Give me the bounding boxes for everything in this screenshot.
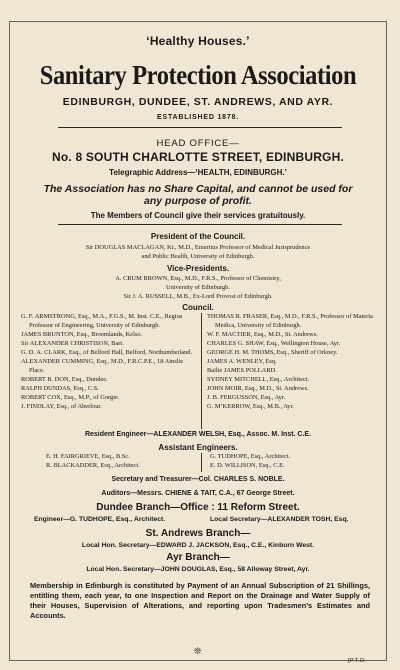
gratuitous-statement: The Members of Council give their services gratuitously.	[90, 211, 306, 220]
auditors: Auditors—Messrs. CHIENE & TAIT, C.A., 67 George Street.	[101, 490, 295, 497]
council-member: THOMAS R. FRASER, Esq., M.D., F.R.S., Professor of Materia Medica, University of Edinburgh.	[207, 313, 373, 329]
please-turn-over: [P.T.O.	[348, 658, 367, 664]
ornament-icon: ❊	[194, 646, 202, 656]
st-andrews-branch-heading: St. Andrews Branch—	[145, 528, 251, 539]
telegraphic-address: Telegraphic Address—‘HEALTH, EDINBURGH.’	[109, 168, 287, 177]
council-member: G. D. A. CLARK, Esq., of Belford Hall, Belford, Northumberland.	[21, 348, 193, 356]
divider-rule	[58, 224, 342, 225]
president-line: and Public Health, University of Edinburgh.	[141, 253, 255, 260]
council-right-column	[207, 313, 379, 413]
tagline: ‘Healthy Houses.’	[146, 34, 250, 48]
membership-terms: Membership in Edinburgh is constituted by Payment of an Annual Subscription of 21 Shillings, entitling them, each year, to one Inspection and Report on the Drainage and Water Supply of their Houses, Supervision of Alterations, and reporting upon Tradesmen’s Estimates and Accounts.	[30, 581, 370, 620]
assistant-column-divider	[201, 453, 202, 472]
council-member: Sir ALEXANDER CHRISTISON, Bart.	[21, 339, 124, 347]
divider-rule	[58, 127, 342, 128]
dundee-engineer: Engineer—G. TUDHOPE, Esq., Architect.	[34, 516, 166, 523]
branch-cities: EDINBURGH, DUNDEE, ST. ANDREWS, AND AYR.	[62, 96, 334, 108]
president-line: Sir DOUGLAS MACLAGAN, Kt., M.D., Emeritus Professor of Medical Jurisprudence	[85, 244, 311, 251]
assistant-engineer: R. BLACKADDER, Esq., Architect.	[46, 462, 140, 470]
secretary-treasurer: Secretary and Treasurer—Col. CHARLES S. NOBLE.	[111, 476, 285, 483]
established-year: ESTABLISHED 1878.	[157, 114, 239, 121]
council-member: ROBERT COX, Esq., M.P., of Gorgie.	[21, 393, 120, 401]
dundee-secretary: Local Secretary—ALEXANDER TOSH, Esq.	[210, 516, 349, 523]
council-member: G. F. ARMSTRONG, Esq., M.A., F.G.S., M. Inst. C.E., Regius Professor of Engineering, University of Edinburgh.	[21, 313, 183, 329]
council-member: CHARLES G. SHAW, Esq., Wellington House, Ayr.	[207, 339, 341, 347]
council-member: J. B. FERGUSSON, Esq., Ayr.	[207, 394, 286, 402]
council-member: JAMES BRUNTON, Esq., Broomlands, Kelso.	[21, 330, 143, 338]
dundee-branch-heading: Dundee Branch—Office : 11 Reform Street.	[96, 502, 300, 513]
council-member: JAMES A. WENLEY, Esq.	[207, 357, 277, 365]
president-heading: President of the Council.	[150, 232, 246, 241]
assistant-engineer: E. H. FAIRGRIEVE, Esq., B.Sc.	[46, 453, 130, 460]
council-member: ALEXANDER CUMMING, Esq., M.D., F.R.C.P.E., 18 Ainslie Place.	[21, 357, 184, 374]
council-member: Bailie JAMES POLLARD.	[207, 367, 277, 375]
head-office-address: No. 8 SOUTH CHARLOTTE STREET, EDINBURGH.	[51, 150, 344, 164]
council-column-divider	[201, 313, 202, 429]
council-member: G. M‘KERROW, Esq., M.B., Ayr.	[207, 403, 294, 411]
council-heading: Council.	[182, 303, 214, 312]
vice-president-line: Sir J. A. RUSSELL, M.B., Ex-Lord Provost of Edinburgh.	[123, 293, 273, 300]
assistant-engineer: G. TUDHOPE, Esq., Architect.	[210, 453, 291, 460]
council-member: J. FINDLAY, Esq., of Aberlour.	[21, 402, 102, 410]
assistant-engineer: E. D. WILLISON, Esq., C.E.	[210, 462, 285, 470]
council-member: JOHN MOIR, Esq., M.D., St. Andrews.	[207, 385, 309, 393]
council-member: W. F. MACTIER, Esq., M.D., St. Andrews.	[207, 330, 318, 338]
ayr-secretary: Local Hon. Secretary—JOHN DOUGLAS, Esq., 58 Alloway Street, Ayr.	[86, 566, 310, 573]
president-details	[10, 243, 386, 261]
assistant-engineers-right	[210, 453, 375, 471]
vice-president-line: University of Edinburgh.	[166, 284, 230, 291]
assistant-engineers-heading: Assistant Engineers.	[158, 443, 238, 452]
vice-presidents-details	[10, 274, 386, 301]
council-member: SYDNEY MITCHELL, Esq., Architect.	[207, 376, 310, 384]
council-member: RALPH DUNDAS, Esq., C.S.	[21, 384, 99, 392]
resident-engineer: Resident Engineer—ALEXANDER WELSH, Esq., Assoc. M. Inst. C.E.	[84, 431, 312, 438]
vice-presidents-heading: Vice-Presidents.	[166, 264, 230, 273]
assistant-engineers-left	[46, 453, 196, 471]
st-andrews-secretary: Local Hon. Secretary—EDWARD J. JACKSON, Esq., C.E., Kinburn West.	[81, 542, 315, 549]
ayr-branch-heading: Ayr Branch—	[166, 552, 230, 563]
association-title: Sanitary Protection Association	[39, 60, 357, 91]
vice-president-line: A. CRUM BROWN, Esq., M.D., F.R.S., Professor of Chemistry,	[115, 275, 281, 282]
no-capital-line: The Association has no Share Capital, and cannot be used for	[43, 183, 353, 195]
no-capital-statement	[10, 183, 386, 207]
council-member: GEORGE H. M. THOMS, Esq., Sheriff of Orkney.	[207, 348, 338, 356]
no-capital-line: any purpose of profit.	[144, 195, 252, 207]
council-member: ROBERT B. DON, Esq., Dundee.	[21, 375, 108, 383]
council-left-column	[21, 313, 197, 412]
head-office-label: HEAD OFFICE—	[156, 138, 240, 149]
